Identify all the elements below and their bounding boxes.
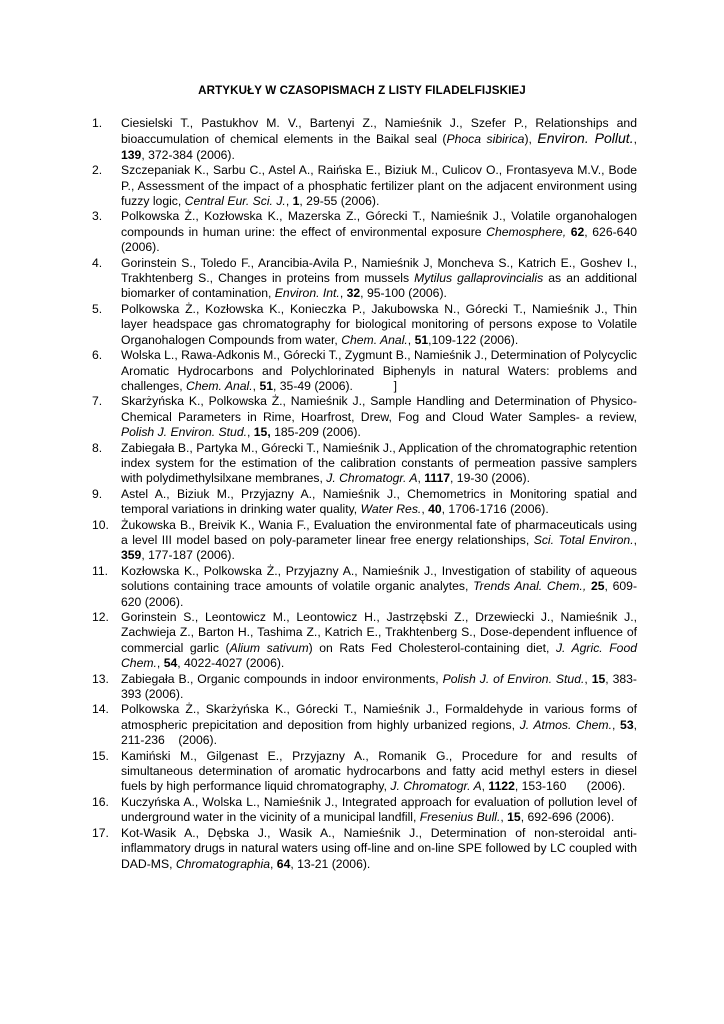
- reference-number: 14.: [92, 702, 109, 717]
- reference-text: Polkowska Ż., Skarżyńska K., Górecki T., Namieśnik J., Formaldehyde in various forms of atmospheric prepicitation and deposition from highly urbanized regions, J. Atmos. Chem., 53, 211-236 (2006).: [121, 702, 637, 748]
- reference-number: 5.: [92, 301, 103, 316]
- reference-text: Szczepaniak K., Sarbu C., Astel A., Raińska E., Biziuk M., Culicov O., Frontasyeva M.V., Bode P., Assessment of the impact of a phosphatic fertilizer plant on the adjacent environment using fuzzy logic, Central Eur. Sci. J., 1, 29-55 (2006).: [121, 163, 637, 209]
- reference-text: Kamiński M., Gilgenast E., Przyjazny A., Romanik G., Procedure for and results of simultaneous determination of aromatic hydrocarbons and fatty acid methyl esters in diesel fuels by high performance liquid chromatography, J. Chromatogr. A, 1122, 153-160 (2006).: [121, 748, 637, 794]
- reference-text: Wolska L., Rawa-Adkonis M., Górecki T., Zygmunt B., Namieśnik J., Determination of Polycyclic Aromatic Hydrocarbons and Polychlorinated Biphenyls in natural Waters: problems and challenges, Chem. Anal., 51, 35-49 (2006). ]: [121, 348, 637, 393]
- reference-number: 10.: [92, 517, 109, 532]
- reference-number: 1.: [92, 116, 103, 130]
- reference-item: [92, 672, 637, 703]
- reference-number: 13.: [92, 671, 109, 686]
- reference-number: 2.: [92, 163, 103, 178]
- reference-item: [92, 518, 637, 564]
- reference-item: [92, 256, 637, 302]
- reference-number: 8.: [92, 440, 103, 455]
- reference-item: [92, 209, 637, 255]
- reference-text: Gorinstein S., Leontowicz M., Leontowicz H., Jastrzębski Z., Drzewiecki J., Namieśnik J., Zachwieja Z., Barton H., Tashima Z., Katrich E., Trakhtenberg S., Dose-dependent influence of commercial garlic (Alium sativum) on Rats Fed Cholesterol-containing diet, J. Agric. Food Chem., 54, 4022-4027 (2006).: [121, 610, 638, 671]
- reference-item: [92, 749, 637, 795]
- reference-text: Gorinstein S., Toledo F., Arancibia-Avila P., Namieśnik J, Moncheva S., Katrich E., Goshev I., Trakhtenberg S., Changes in proteins from mussels Mytilus gallaprovincialis as an additional biomarker of contamination, Environ. Int., 32, 95-100 (2006).: [121, 255, 638, 301]
- reference-text: Skarżyńska K., Polkowska Ż., Namieśnik J., Sample Handling and Determination of Physico-Chemical Parameters in Rime, Hoarfrost, Drew, Fog and Cloud Water Samples- a review, Polish J. Environ. Stud., 15, 185-209 (2006).: [121, 394, 637, 440]
- reference-item: [92, 302, 637, 348]
- reference-number: 11.: [92, 563, 109, 578]
- reference-text: Zabiegała B., Organic compounds in indoor environments, Polish J. of Environ. Stud., 15, 383-393 (2006).: [121, 671, 637, 702]
- reference-text: Żukowska B., Breivik K., Wania F., Evaluation the environmental fate of pharmaceuticals using a level III model based on poly-parameter linear free energy relationships, Sci. Total Environ., 359, 177-187 (2006).: [121, 517, 637, 563]
- reference-item: [92, 826, 637, 872]
- reference-number: 6.: [92, 348, 103, 363]
- reference-item: [92, 564, 637, 610]
- reference-text: Kuczyńska A., Wolska L., Namieśnik J., Integrated approach for evaluation of pollution level of underground water in the vicinity of a municipal landfill, Fresenius Bull., 15, 692-696 (2006).: [121, 794, 637, 825]
- reference-item: [92, 348, 637, 394]
- reference-text: Astel A., Biziuk M., Przyjazny A., Namieśnik J., Chemometrics in Monitoring spatial and temporal variations in drinking water quality, Water Res., 40, 1706-1716 (2006).: [121, 486, 637, 517]
- page-title: ARTYKUŁY W CZASOPISMACH Z LISTY FILADELFIJSKIEJ: [198, 84, 526, 97]
- reference-text: Kot-Wasik A., Dębska J., Wasik A., Namieśnik J., Determination of non-steroidal anti-inflammatory drugs in natural waters using off-line and on-line SPE followed by LC coupled with DAD-MS, Chromatographia, 64, 13-21 (2006).: [121, 825, 637, 871]
- reference-text: Polkowska Ż., Kozłowska K., Konieczka P., Jakubowska N., Górecki T., Namieśnik J., Thin layer headspace gas chromatography for biological monitoring of persons expose to Volatile Organohalogen Compounds from water, Chem. Anal., 51,109-122 (2006).: [121, 301, 637, 347]
- reference-text: Ciesielski T., Pastukhov M. V., Bartenyi Z., Namieśnik J., Szefer P., Relationships and bioaccumulation of chemical elements in the Baikal seal (Phoca sibirica), Environ. Pollut., 139, 372-384 (2006).: [121, 116, 637, 162]
- reference-item: [92, 702, 637, 748]
- reference-item: [92, 394, 637, 440]
- reference-item: [92, 795, 637, 826]
- reference-text: Zabiegała B., Partyka M., Górecki T., Namieśnik J., Application of the chromatographic retention index system for the estimation of the calibration constants of permeation passive samplers with polydimethylsilxane membranes, J. Chromatogr. A, 1117, 19-30 (2006).: [121, 440, 637, 486]
- reference-list: [92, 116, 637, 872]
- reference-number: 7.: [92, 394, 103, 409]
- reference-number: 16.: [92, 794, 109, 809]
- reference-number: 9.: [92, 486, 103, 501]
- reference-number: 4.: [92, 255, 103, 270]
- reference-text: Polkowska Ż., Kozłowska K., Mazerska Z., Górecki T., Namieśnik J., Volatile organohalogen compounds in human urine: the effect of environmental exposure Chemosphere, 62, 626-640 (2006).: [121, 209, 638, 255]
- reference-item: [92, 163, 637, 209]
- reference-text: Kozłowska K., Polkowska Ż., Przyjazny A., Namieśnik J., Investigation of stability of aqueous solutions containing trace amounts of volatile organic analytes, Trends Anal. Chem., 25, 609-620 (2006).: [121, 563, 637, 609]
- reference-item: [92, 116, 637, 163]
- reference-number: 17.: [92, 825, 109, 840]
- reference-number: 15.: [92, 748, 109, 763]
- reference-item: [92, 610, 637, 672]
- reference-item: [92, 487, 637, 518]
- reference-item: [92, 441, 637, 487]
- reference-number: 3.: [92, 209, 103, 224]
- reference-number: 12.: [92, 610, 109, 624]
